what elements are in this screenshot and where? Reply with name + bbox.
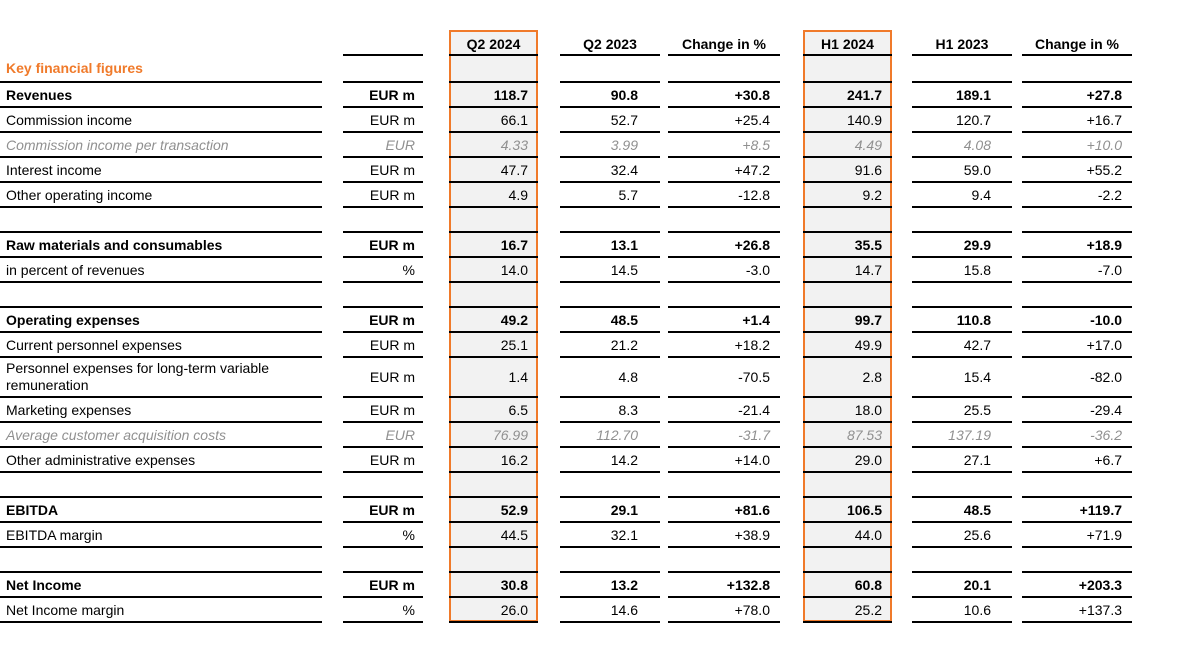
value-cell: -31.7 [738, 426, 770, 443]
row-rule [560, 281, 660, 283]
value-cell: 189.1 [955, 86, 991, 103]
value-cell: 2.8 [862, 369, 882, 385]
value-cell: 4.49 [854, 136, 882, 153]
value-cell: 8.3 [618, 401, 638, 418]
row-rule [912, 206, 1012, 208]
value-cell: +17.0 [1086, 336, 1122, 353]
value-cell: -21.4 [738, 401, 770, 418]
table-row [0, 157, 1197, 182]
row-rule [0, 206, 322, 208]
row-rule [803, 281, 892, 283]
row-label: EBITDA [6, 501, 59, 518]
row-label: Other administrative expenses [6, 451, 196, 468]
value-cell: 4.8 [618, 369, 638, 385]
row-rule [560, 546, 660, 548]
value-cell: 16.7 [500, 236, 528, 253]
value-cell: 91.6 [854, 161, 882, 178]
value-cell: 87.53 [846, 426, 882, 443]
row-unit: EUR m [369, 86, 415, 103]
header-h1-2024: H1 2024 [821, 36, 874, 52]
row-rule [0, 471, 322, 473]
value-cell: 32.4 [610, 161, 638, 178]
row-rule [1022, 471, 1132, 473]
value-cell: +18.9 [1086, 236, 1122, 253]
value-cell: +14.0 [734, 451, 770, 468]
value-cell: -29.4 [1090, 401, 1122, 418]
row-rule [449, 621, 538, 623]
value-cell: 118.7 [493, 86, 528, 103]
value-cell: +38.9 [734, 526, 770, 543]
row-rule [912, 471, 1012, 473]
value-cell: +81.6 [734, 501, 770, 518]
table-row [0, 307, 1197, 332]
row-unit: % [402, 601, 415, 618]
value-cell: -82.0 [1090, 369, 1122, 385]
value-cell: 25.6 [963, 526, 991, 543]
value-cell: 14.5 [610, 261, 638, 278]
header-rule [1022, 54, 1132, 56]
value-cell: 21.2 [610, 336, 638, 353]
header-rule [449, 54, 538, 56]
value-cell: 60.8 [854, 576, 882, 593]
row-rule [912, 546, 1012, 548]
row-unit: EUR m [369, 401, 415, 418]
value-cell: -36.2 [1090, 426, 1122, 443]
value-cell: +6.7 [1094, 451, 1122, 468]
value-cell: +1.4 [742, 311, 770, 328]
row-rule [449, 281, 538, 283]
row-unit: EUR m [369, 451, 415, 468]
value-cell: 29.1 [610, 501, 638, 518]
table-row [0, 357, 1197, 397]
table-row [0, 522, 1197, 547]
value-cell: -7.0 [1097, 261, 1122, 278]
header-change-q: Change in % [681, 36, 766, 52]
row-unit: % [402, 526, 415, 543]
value-cell: 4.9 [508, 186, 528, 203]
row-unit: EUR m [369, 236, 415, 253]
row-rule [0, 546, 322, 548]
row-rule [803, 471, 892, 473]
row-rule [803, 206, 892, 208]
row-label: in percent of revenues [6, 261, 145, 278]
row-rule [0, 621, 322, 623]
value-cell: +30.8 [734, 86, 770, 103]
row-rule [912, 281, 1012, 283]
value-cell: +137.3 [1078, 601, 1122, 618]
value-cell: 14.0 [500, 261, 528, 278]
row-unit: EUR m [369, 311, 415, 328]
value-cell: 66.1 [500, 111, 528, 128]
row-label: Net Income margin [6, 601, 125, 618]
value-cell: 44.5 [500, 526, 528, 543]
row-unit: % [402, 261, 415, 278]
row-label: Average customer acquisition costs [6, 426, 226, 443]
value-cell: 3.99 [610, 136, 638, 153]
header-rule [560, 54, 660, 56]
value-cell: +203.3 [1078, 576, 1122, 593]
value-cell: 9.4 [971, 186, 991, 203]
value-cell: -3.0 [745, 261, 770, 278]
header-q2-2024: Q2 2024 [466, 36, 521, 52]
value-cell: 13.2 [610, 576, 638, 593]
value-cell: 137.19 [948, 426, 991, 443]
row-rule [668, 546, 780, 548]
table-row [0, 597, 1197, 622]
header-change-h: Change in % [1034, 36, 1119, 52]
table-row [0, 132, 1197, 157]
table-row [0, 572, 1197, 597]
value-cell: 13.1 [610, 236, 638, 253]
row-rule [1022, 206, 1132, 208]
value-cell: 76.99 [492, 426, 528, 443]
row-unit: EUR m [369, 161, 415, 178]
value-cell: 110.8 [956, 311, 991, 328]
row-rule [560, 621, 660, 623]
header-h1-2023: H1 2023 [935, 36, 989, 52]
row-unit: EUR m [369, 576, 415, 593]
value-cell: -70.5 [738, 369, 770, 385]
row-label: EBITDA margin [6, 526, 103, 543]
table-row [0, 332, 1197, 357]
value-cell: 9.2 [862, 186, 882, 203]
value-cell: +71.9 [1086, 526, 1122, 543]
header-q2-2023: Q2 2023 [583, 36, 637, 52]
value-cell: 26.0 [500, 601, 528, 618]
row-unit: EUR [385, 426, 415, 443]
row-label: Interest income [6, 161, 102, 178]
value-cell: 48.5 [610, 311, 638, 328]
value-cell: -10.0 [1090, 311, 1122, 328]
value-cell: +8.5 [742, 136, 770, 153]
value-cell: 16.2 [500, 451, 528, 468]
row-label: Personnel expenses for long-term variable remuneration [6, 360, 270, 393]
value-cell: 15.8 [963, 261, 991, 278]
row-rule [912, 621, 1012, 623]
value-cell: 140.9 [846, 111, 882, 128]
value-cell: 52.9 [500, 501, 528, 518]
table-row [0, 182, 1197, 207]
value-cell: +16.7 [1086, 111, 1122, 128]
header-rule [668, 54, 780, 56]
row-label: Revenues [6, 86, 73, 103]
row-rule [449, 206, 538, 208]
value-cell: 120.7 [955, 111, 991, 128]
value-cell: 6.5 [508, 401, 528, 418]
row-unit: EUR m [369, 186, 415, 203]
row-rule [803, 546, 892, 548]
row-rule [449, 471, 538, 473]
value-cell: -2.2 [1097, 186, 1122, 203]
row-rule [803, 621, 892, 623]
value-cell: 14.6 [610, 601, 638, 618]
row-rule [668, 471, 780, 473]
value-cell: 44.0 [854, 526, 882, 543]
table-row [0, 447, 1197, 472]
row-rule [343, 281, 423, 283]
section-title: Key financial figures [6, 60, 143, 76]
header-rule [343, 54, 423, 56]
row-label: Operating expenses [6, 311, 140, 328]
value-cell: 241.7 [846, 86, 882, 103]
value-cell: +132.8 [726, 576, 770, 593]
value-cell: +18.2 [734, 336, 770, 353]
value-cell: 42.7 [963, 336, 991, 353]
value-cell: +25.4 [734, 111, 770, 128]
value-cell: 52.7 [610, 111, 638, 128]
value-cell: 29.0 [854, 451, 882, 468]
value-cell: 35.5 [854, 236, 882, 253]
row-rule [1022, 546, 1132, 548]
table-row [0, 422, 1197, 447]
value-cell: +55.2 [1086, 161, 1122, 178]
value-cell: 32.1 [610, 526, 638, 543]
value-cell: 25.2 [854, 601, 882, 618]
table-row [0, 82, 1197, 107]
row-rule [668, 281, 780, 283]
table-row [0, 107, 1197, 132]
value-cell: 47.7 [500, 161, 528, 178]
value-cell: 4.08 [963, 136, 991, 153]
value-cell: 5.7 [618, 186, 638, 203]
row-rule [1022, 621, 1132, 623]
value-cell: 30.8 [500, 576, 528, 593]
row-rule [343, 206, 423, 208]
value-cell: 49.9 [854, 336, 882, 353]
value-cell: 59.0 [963, 161, 991, 178]
row-rule [668, 206, 780, 208]
value-cell: +10.0 [1086, 136, 1122, 153]
row-label: Other operating income [6, 186, 153, 203]
row-rule [343, 471, 423, 473]
table-row [0, 397, 1197, 422]
row-label: Net Income [6, 576, 82, 593]
value-cell: 99.7 [854, 311, 882, 328]
row-label: Raw materials and consumables [6, 236, 223, 253]
row-label: Commission income [6, 111, 133, 128]
value-cell: 106.5 [846, 501, 882, 518]
row-rule [0, 281, 322, 283]
value-cell: 112.70 [596, 426, 638, 443]
value-cell: 90.8 [610, 86, 638, 103]
value-cell: 14.2 [610, 451, 638, 468]
value-cell: 25.5 [963, 401, 991, 418]
row-label: Current personnel expenses [6, 336, 182, 353]
row-rule [560, 471, 660, 473]
value-cell: 1.4 [508, 369, 528, 385]
value-cell: 18.0 [854, 401, 882, 418]
value-cell: 10.6 [963, 601, 991, 618]
value-cell: -12.8 [738, 186, 770, 203]
row-label: Marketing expenses [6, 401, 132, 418]
value-cell: +27.8 [1086, 86, 1122, 103]
row-rule [668, 621, 780, 623]
header-rule [803, 54, 892, 56]
table-row [0, 257, 1197, 282]
row-rule [449, 546, 538, 548]
row-unit: EUR m [369, 336, 415, 353]
value-cell: 48.5 [963, 501, 991, 518]
row-rule [343, 621, 423, 623]
value-cell: 29.9 [963, 236, 991, 253]
value-cell: +26.8 [734, 236, 770, 253]
value-cell: 15.4 [963, 369, 991, 385]
value-cell: 4.33 [500, 136, 528, 153]
row-rule [560, 206, 660, 208]
row-rule [1022, 281, 1132, 283]
row-unit: EUR m [369, 111, 415, 128]
value-cell: +47.2 [734, 161, 770, 178]
value-cell: +119.7 [1079, 501, 1122, 518]
value-cell: 27.1 [963, 451, 991, 468]
row-label: Commission income per transaction [6, 136, 229, 153]
row-unit: EUR m [369, 369, 415, 385]
row-unit: EUR [385, 136, 415, 153]
header-rule [912, 54, 1012, 56]
row-rule [343, 546, 423, 548]
value-cell: 20.1 [963, 576, 991, 593]
row-unit: EUR m [369, 501, 415, 518]
value-cell: 14.7 [854, 261, 882, 278]
value-cell: +78.0 [734, 601, 770, 618]
table-row [0, 232, 1197, 257]
table-row [0, 497, 1197, 522]
value-cell: 49.2 [500, 311, 528, 328]
value-cell: 25.1 [500, 336, 528, 353]
